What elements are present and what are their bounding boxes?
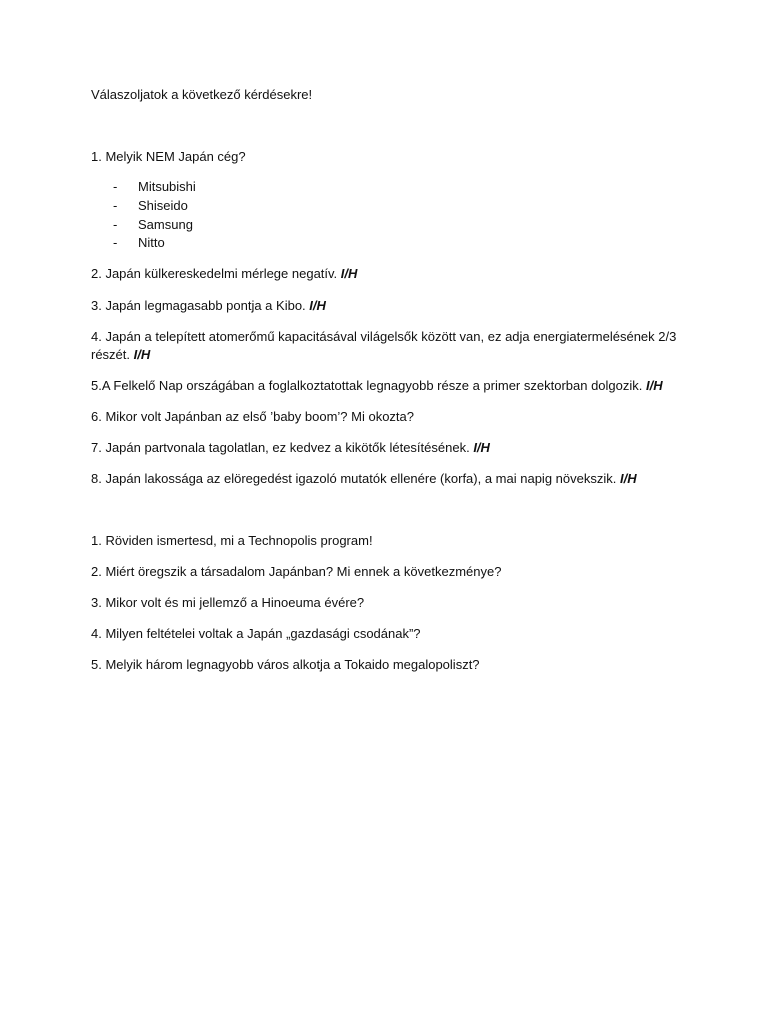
question-8-text: 8. Japán lakossága az elöregedést igazoló mutatók ellenére (korfa), a mai napig növekszik. [91, 471, 617, 486]
question-5-text: 5.A Felkelő Nap országában a foglalkoztatottak legnagyobb része a primer szektorban dolgozik. [91, 378, 643, 393]
essay-question-1: 1. Röviden ismertesd, mi a Technopolis program! [91, 533, 373, 548]
essay-question-2: 2. Miért öregszik a társadalom Japánban? Mi ennek a következménye? [91, 564, 502, 579]
instruction-heading: Válaszoljatok a következő kérdésekre! [91, 87, 313, 102]
true-false-tag: I/H [340, 266, 358, 281]
question-2 [91, 266, 357, 282]
option-mitsubishi: Mitsubishi [138, 179, 196, 194]
essay-question-4: 4. Milyen feltételei voltak a Japán „gazdasági csodának”? [91, 626, 421, 641]
true-false-tag: I/H [133, 347, 151, 362]
essay-question-3: 3. Mikor volt és mi jellemző a Hinoeuma évére? [91, 595, 365, 610]
option-bullet: - [113, 235, 118, 250]
question-3 [91, 298, 326, 314]
question-5 [91, 378, 663, 394]
question-2-text: 2. Japán külkereskedelmi mérlege negatív. [91, 266, 338, 281]
question-3-text: 3. Japán legmagasabb pontja a Kibo. [91, 298, 306, 313]
option-nitto: Nitto [138, 235, 165, 250]
question-4-text-end: részét. [91, 347, 131, 362]
question-1: 1. Melyik NEM Japán cég? [91, 149, 246, 164]
question-7 [91, 440, 490, 456]
true-false-tag: I/H [619, 471, 637, 486]
option-bullet: - [113, 217, 118, 232]
true-false-tag: I/H [646, 378, 663, 393]
question-8 [91, 471, 637, 487]
option-shiseido: Shiseido [138, 198, 188, 213]
option-bullet: - [113, 179, 118, 194]
option-bullet: - [113, 198, 118, 213]
question-4-line-2 [91, 347, 150, 363]
true-false-tag: I/H [309, 298, 326, 313]
true-false-tag: I/H [473, 440, 490, 455]
essay-question-5: 5. Melyik három legnagyobb város alkotja a Tokaido megalopoliszt? [91, 657, 480, 672]
question-4-line-1: 4. Japán a telepített atomerőmű kapacitásával világelsők között van, ez adja energiatermelésének 2/3 [91, 329, 677, 344]
question-6: 6. Mikor volt Japánban az első ’baby boom’? Mi okozta? [91, 409, 415, 424]
question-7-text: 7. Japán partvonala tagolatlan, ez kedvez a kikötők létesítésének. [91, 440, 470, 455]
option-samsung: Samsung [138, 217, 193, 232]
